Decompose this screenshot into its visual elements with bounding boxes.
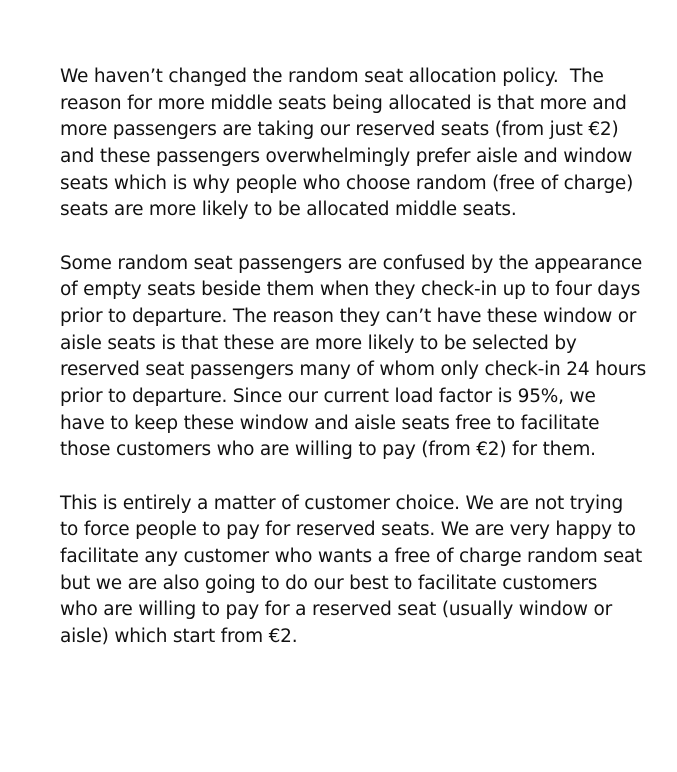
text-line: Some random seat passengers are confused by the appearance [60, 252, 643, 274]
text-line: aisle seats is that these are more likely to be selected by [60, 332, 577, 354]
text-line: seats which is why people who choose random (free of charge) [60, 172, 634, 194]
statement-document [60, 64, 660, 651]
text-line: prior to departure. The reason they can’t have these window or [60, 306, 637, 327]
text-line: We haven’t changed the random seat allocation policy. The [60, 66, 604, 87]
paragraph-empty-seats [60, 251, 660, 465]
text-line: aisle) which start from €2. [60, 626, 298, 648]
text-line: seats are more likely to be allocated middle seats. [60, 199, 517, 221]
text-line: reserved seat passengers many of whom only check-in 24 hours [60, 359, 647, 381]
text-line: those customers who are willing to pay (from €2) for them. [60, 439, 596, 461]
text-line: to force people to pay for reserved seats. We are very happy to [60, 519, 636, 541]
text-line: and these passengers overwhelmingly prefer aisle and window [60, 146, 633, 168]
text-line: of empty seats beside them when they check-in up to four days [60, 279, 641, 301]
text-line: facilitate any customer who wants a free of charge random seat [60, 546, 643, 567]
text-line: This is entirely a matter of customer choice. We are not trying [60, 492, 623, 514]
paragraph-seat-policy [60, 64, 660, 224]
text-line: prior to departure. Since our current load factor is 95%, we [60, 386, 596, 408]
paragraph-customer-choice [60, 491, 660, 651]
text-line: have to keep these window and aisle seats free to facilitate [60, 412, 600, 434]
text-line: but we are also going to do our best to facilitate customers [60, 572, 598, 594]
text-line: who are willing to pay for a reserved seat (usually window or [60, 599, 612, 621]
text-line: reason for more middle seats being allocated is that more and [60, 92, 627, 114]
text-line: more passengers are taking our reserved seats (from just €2) [60, 119, 619, 141]
